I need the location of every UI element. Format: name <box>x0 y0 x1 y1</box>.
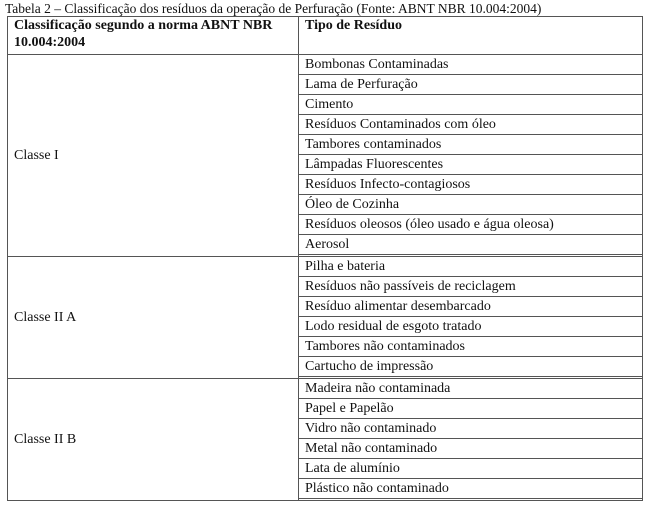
waste-type-cell: Lata de alumínio <box>299 459 643 479</box>
waste-classification-table <box>7 16 643 501</box>
waste-type-cell: Lodo residual de esgoto tratado <box>299 317 643 337</box>
table-row <box>8 55 643 75</box>
waste-type-cell: Tambores contaminados <box>299 135 643 155</box>
waste-type-cell: Vidro não contaminado <box>299 419 643 439</box>
header-classification: Classificação segundo a norma ABNT NBR 10.004:2004 <box>8 17 299 55</box>
waste-type-cell: Resíduos Infecto-contagiosos <box>299 175 643 195</box>
waste-type-cell: Aerosol <box>299 235 643 255</box>
group-spacer-cell <box>299 499 643 501</box>
class-cell: Classe II A <box>8 257 299 379</box>
class-cell: Classe II B <box>8 379 299 501</box>
waste-type-cell: Resíduo alimentar desembarcado <box>299 297 643 317</box>
header-row <box>8 17 643 55</box>
waste-type-cell: Plástico não contaminado <box>299 479 643 499</box>
waste-type-cell: Pilha e bateria <box>299 257 643 277</box>
waste-type-cell: Cimento <box>299 95 643 115</box>
waste-type-cell: Tambores não contaminados <box>299 337 643 357</box>
waste-type-cell: Lâmpadas Fluorescentes <box>299 155 643 175</box>
table-caption: Tabela 2 – Classificação dos resíduos da operação de Perfuração (Fonte: ABNT NBR 10.004:2004) <box>5 1 542 16</box>
header-waste-type: Tipo de Resíduo <box>299 17 643 55</box>
waste-type-cell: Papel e Papelão <box>299 399 643 419</box>
waste-type-cell: Óleo de Cozinha <box>299 195 643 215</box>
table-row <box>8 257 643 277</box>
waste-type-cell: Metal não contaminado <box>299 439 643 459</box>
table-row <box>8 379 643 399</box>
waste-type-cell: Madeira não contaminada <box>299 379 643 399</box>
waste-type-cell: Resíduos Contaminados com óleo <box>299 115 643 135</box>
waste-type-cell: Resíduos não passíveis de reciclagem <box>299 277 643 297</box>
class-cell: Classe I <box>8 55 299 257</box>
waste-type-cell: Bombonas Contaminadas <box>299 55 643 75</box>
table-body <box>8 55 643 501</box>
waste-type-cell: Lama de Perfuração <box>299 75 643 95</box>
waste-type-cell: Cartucho de impressão <box>299 357 643 377</box>
waste-type-cell: Resíduos oleosos (óleo usado e água oleosa) <box>299 215 643 235</box>
